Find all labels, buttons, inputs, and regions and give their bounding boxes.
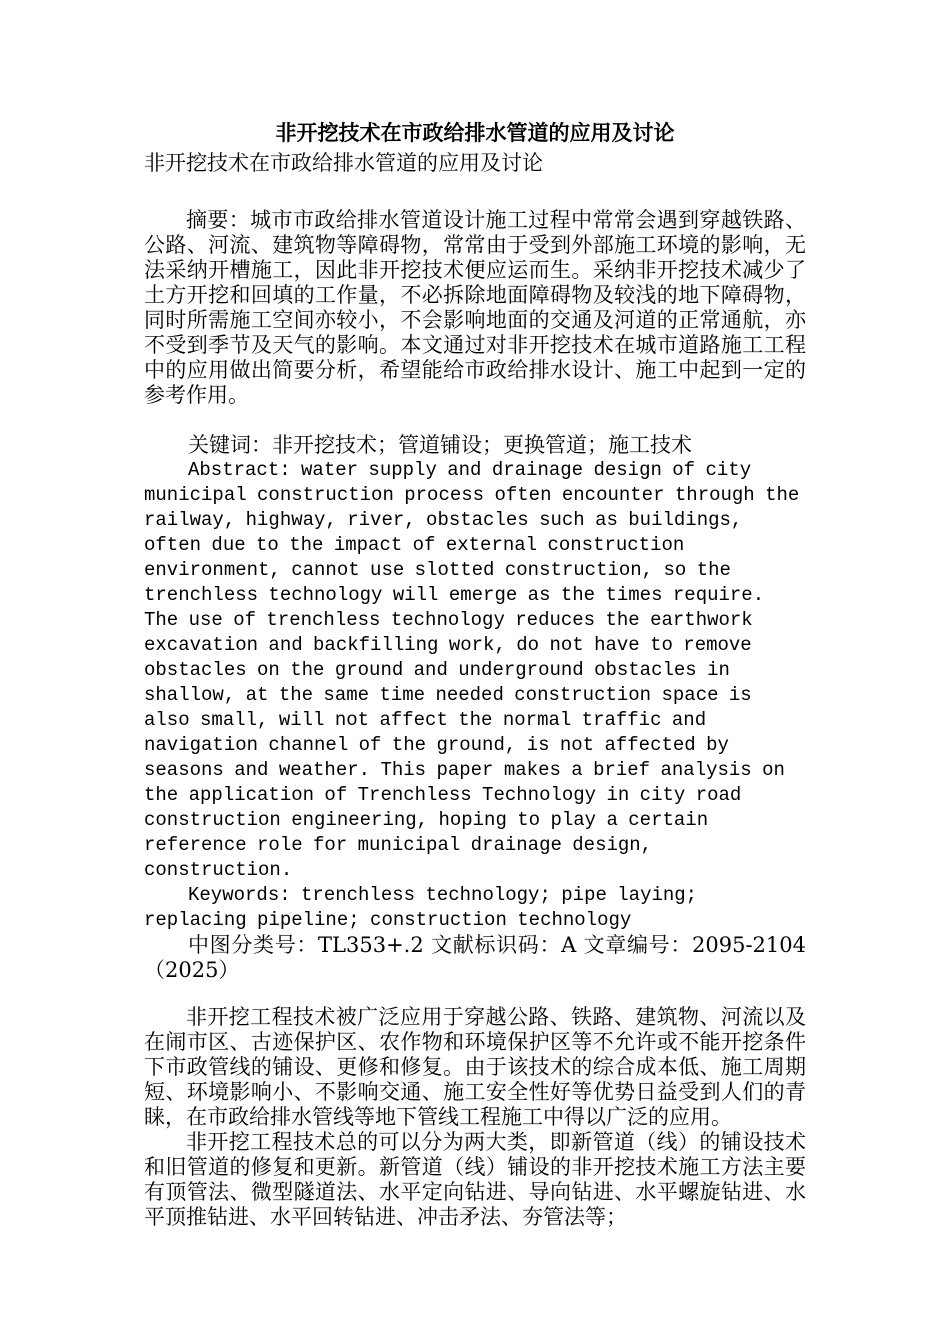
body-paragraph-2: 非开挖工程技术总的可以分为两大类，即新管道（线）的铺设技术和旧管道的修复和更新。新管道（线）铺设的非开挖技术施工方法主要有顶管法、微型隧道法、水平定向钻进、导向钻进、水平螺旋钻进、水平顶推钻进、水平回转钻进、冲击矛法、夯管法等； [144,1130,806,1229]
document-title: 非开挖技术在市政给排水管道的应用及讨论 [275,120,675,145]
abstract-zh: 摘要：城市市政给排水管道设计施工过程中常常会遇到穿越铁路、公路、河流、建筑物等障碍物，常常由于受到外部施工环境的影响，无法采纳开槽施工，因此非开挖技术便应运而生。采纳非开挖技术减少了土方开挖和回填的工作量，不必拆除地面障碍物及较浅的地下障碍物，同时所需施工空间亦较小，不会影响地面的交通及河道的正常通航，亦不受到季节及天气的影响。本文通过对非开挖技术在城市道路施工工程中的应用做出简要分析，希望能给市政给排水设计、施工中起到一定的参考作用。 [144,208,806,407]
abstract-en: Abstract: water supply and drainage design of city municipal construction process often encounter through the railway, highway, river, obstacles such as buildings, often due to the impact of external construction environment, cannot use slotted construction, so the trenchless technology will emerge as the times require. The use of trenchless technology reduces the earthwork excavation and backfilling work, do not have to remove obstacles on the ground and underground obstacles in shallow, at the same time needed construction space is also small, will not affect the normal traffic and navigation channel of the ground, is not affected by seasons and weather. This paper makes a brief analysis on the application of Trenchless Technology in city road construction engineering, hoping to play a certain reference role for municipal drainage design, construction. [144,459,800,881]
body-paragraph-1: 非开挖工程技术被广泛应用于穿越公路、铁路、建筑物、河流以及在闹市区、古迹保护区、农作物和环境保护区等不允许或不能开挖条件下市政管线的铺设、更修和修复。由于该技术的综合成本低、施工周期短、环境影响小、不影响交通、施工安全性好等优势日益受到人们的青睐，在市政给排水管线等地下管线工程施工中得以广泛的应用。 [144,1005,806,1129]
spacer [144,983,806,1005]
document-page [144,118,806,1230]
keywords-zh: 关键词：非开挖技术；管道铺设；更换管道；施工技术 [188,433,692,457]
spacer [144,408,806,433]
document-subtitle: 非开挖技术在市政给排水管道的应用及讨论 [144,151,543,175]
spacer [144,178,806,208]
keywords-en: Keywords: trenchless technology; pipe laying; replacing pipeline; construction technology [144,884,698,931]
classification-line: 中图分类号：TL353+.2 文献标识码：A 文章编号：2095-2104（2025） [144,933,806,982]
